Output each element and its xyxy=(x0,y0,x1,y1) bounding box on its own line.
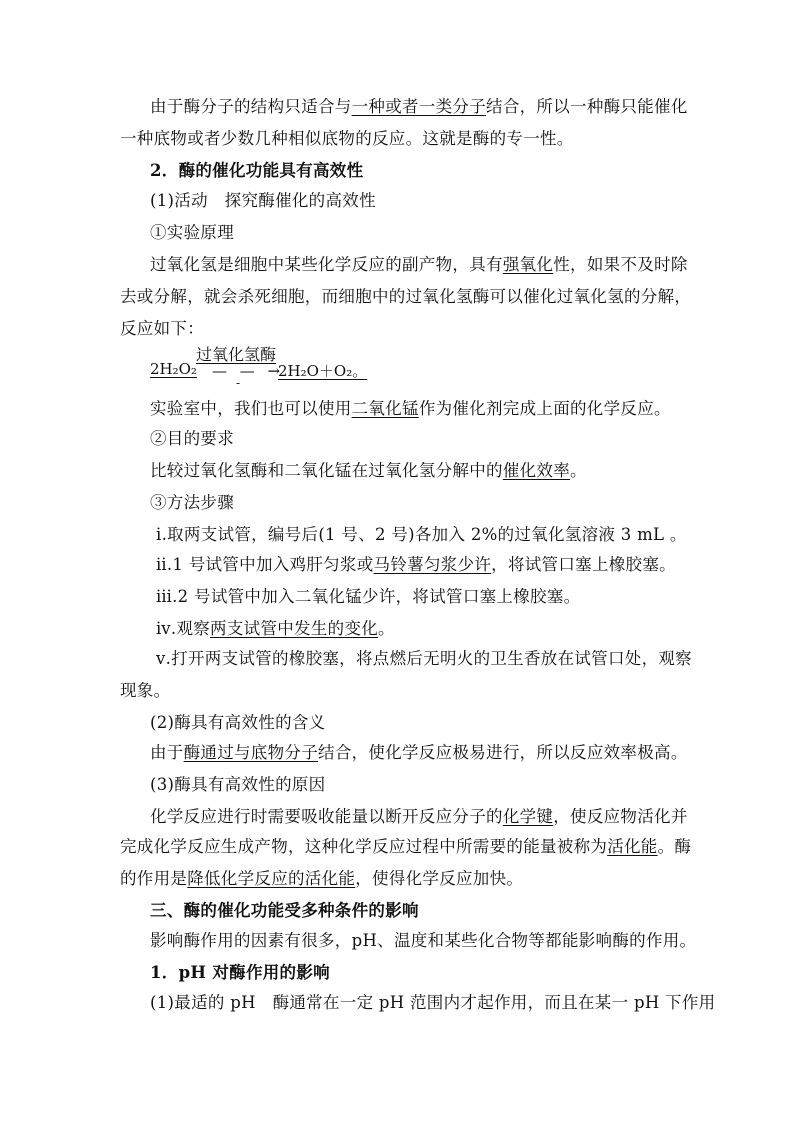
underlined-answer: 催化效率 xyxy=(502,461,571,480)
equation-reactant: 2H₂O₂ xyxy=(150,360,197,378)
subheading: ①实验原理 xyxy=(150,223,234,242)
section-heading: 三、酶的催化功能受多种条件的影响 xyxy=(150,901,419,920)
subheading: ②目的要求 xyxy=(150,429,234,448)
paragraph-line: 由于酶分子的结构只适合与一种或者一类分子结合，所以一种酶只能催化 xyxy=(150,97,688,116)
underlined-answer: 酶通过与底物分子 xyxy=(183,743,319,762)
step-line: ⅲ.2 号试管中加入二氧化锰少许，将试管口塞上橡胶塞。 xyxy=(156,587,581,606)
step-line: ⅱ.1 号试管中加入鸡肝匀浆或马铃薯匀浆少许，将试管口塞上橡胶塞。 xyxy=(156,555,676,574)
subsection-heading: (1)活动 探究酶催化的高效性 xyxy=(150,191,376,210)
step-line: ⅰ.取两支试管，编号后(1 号、2 号)各加入 2%的过氧化氢溶液 3 mL 。 xyxy=(156,525,687,544)
underlined-answer: 马铃薯匀浆少许 xyxy=(373,555,492,574)
paragraph-line: 一种底物或者少数几种相似底物的反应。这就是酶的专一性。 xyxy=(120,129,574,148)
underlined-answer: 二氧化锰 xyxy=(351,399,419,418)
paragraph-line: 由于酶通过与底物分子结合，使化学反应极易进行，所以反应效率极高。 xyxy=(150,743,688,762)
paragraph-line: (1)最适的 pH 酶通常在一定 pH 范围内才起作用，而且在某一 pH 下作用 xyxy=(150,993,716,1012)
subheading: ③方法步骤 xyxy=(150,493,234,512)
paragraph-line: 化学反应进行时需要吸收能量以断开反应分子的化学键，使反应物活化并 xyxy=(150,807,688,826)
paragraph-line: 比较过氧化氢酶和二氧化锰在过氧化氢分解中的催化效率。 xyxy=(150,461,587,480)
section-heading: 1．pH 对酶作用的影响 xyxy=(150,963,330,982)
paragraph-line: 去或分解，就会杀死细胞，而细胞中的过氧化氢酶可以催化过氧化氢的分解， xyxy=(120,287,692,306)
section-heading: 2．酶的催化功能具有高效性 xyxy=(150,161,364,180)
step-line: ⅳ.观察两支试管中发生的变化。 xyxy=(156,619,395,638)
paragraph-line: 影响酶作用的因素有很多，pH、温度和某些化合物等都能影响酶的作用。 xyxy=(150,931,697,950)
paragraph-line: 实验室中，我们也可以使用二氧化锰作为催化剂完成上面的化学反应。 xyxy=(150,399,671,418)
equation-catalyst: 过氧化氢酶 xyxy=(196,345,277,364)
step-line: 现象。 xyxy=(120,681,171,700)
underlined-answer: 降低化学反应的活化能 xyxy=(187,869,356,888)
paragraph-line: 反应如下： xyxy=(120,319,204,338)
step-line: ⅴ.打开两支试管的橡胶塞，将点燃后无明火的卫生香放在试管口处，观察 xyxy=(156,649,692,668)
chemical-equation xyxy=(150,342,470,390)
paragraph-line: 的作用是降低化学反应的活化能，使得化学反应加快。 xyxy=(120,869,524,888)
paragraph-line: 完成化学反应生成产物，这种化学反应过程中所需要的能量被称为活化能。酶 xyxy=(120,837,692,856)
equation-product: 2H₂O＋O₂。 xyxy=(278,362,368,380)
underlined-answer: 强氧化 xyxy=(502,255,554,274)
paragraph-line: 过氧化氢是细胞中某些化学反应的副产物，具有强氧化性，如果不及时除 xyxy=(150,255,688,274)
underlined-answer: 一种或者一类分子 xyxy=(351,97,487,116)
underlined-answer: 活化能 xyxy=(607,837,658,856)
underlined-answer: 化学键 xyxy=(502,807,554,826)
underlined-answer: 两支试管中发生的变化 xyxy=(210,619,379,638)
equation-mark: - xyxy=(236,376,241,390)
subsection-heading: (2)酶具有高效性的含义 xyxy=(150,713,326,732)
equation-arrow: — — → xyxy=(212,362,285,380)
subsection-heading: (3)酶具有高效性的原因 xyxy=(150,775,326,794)
